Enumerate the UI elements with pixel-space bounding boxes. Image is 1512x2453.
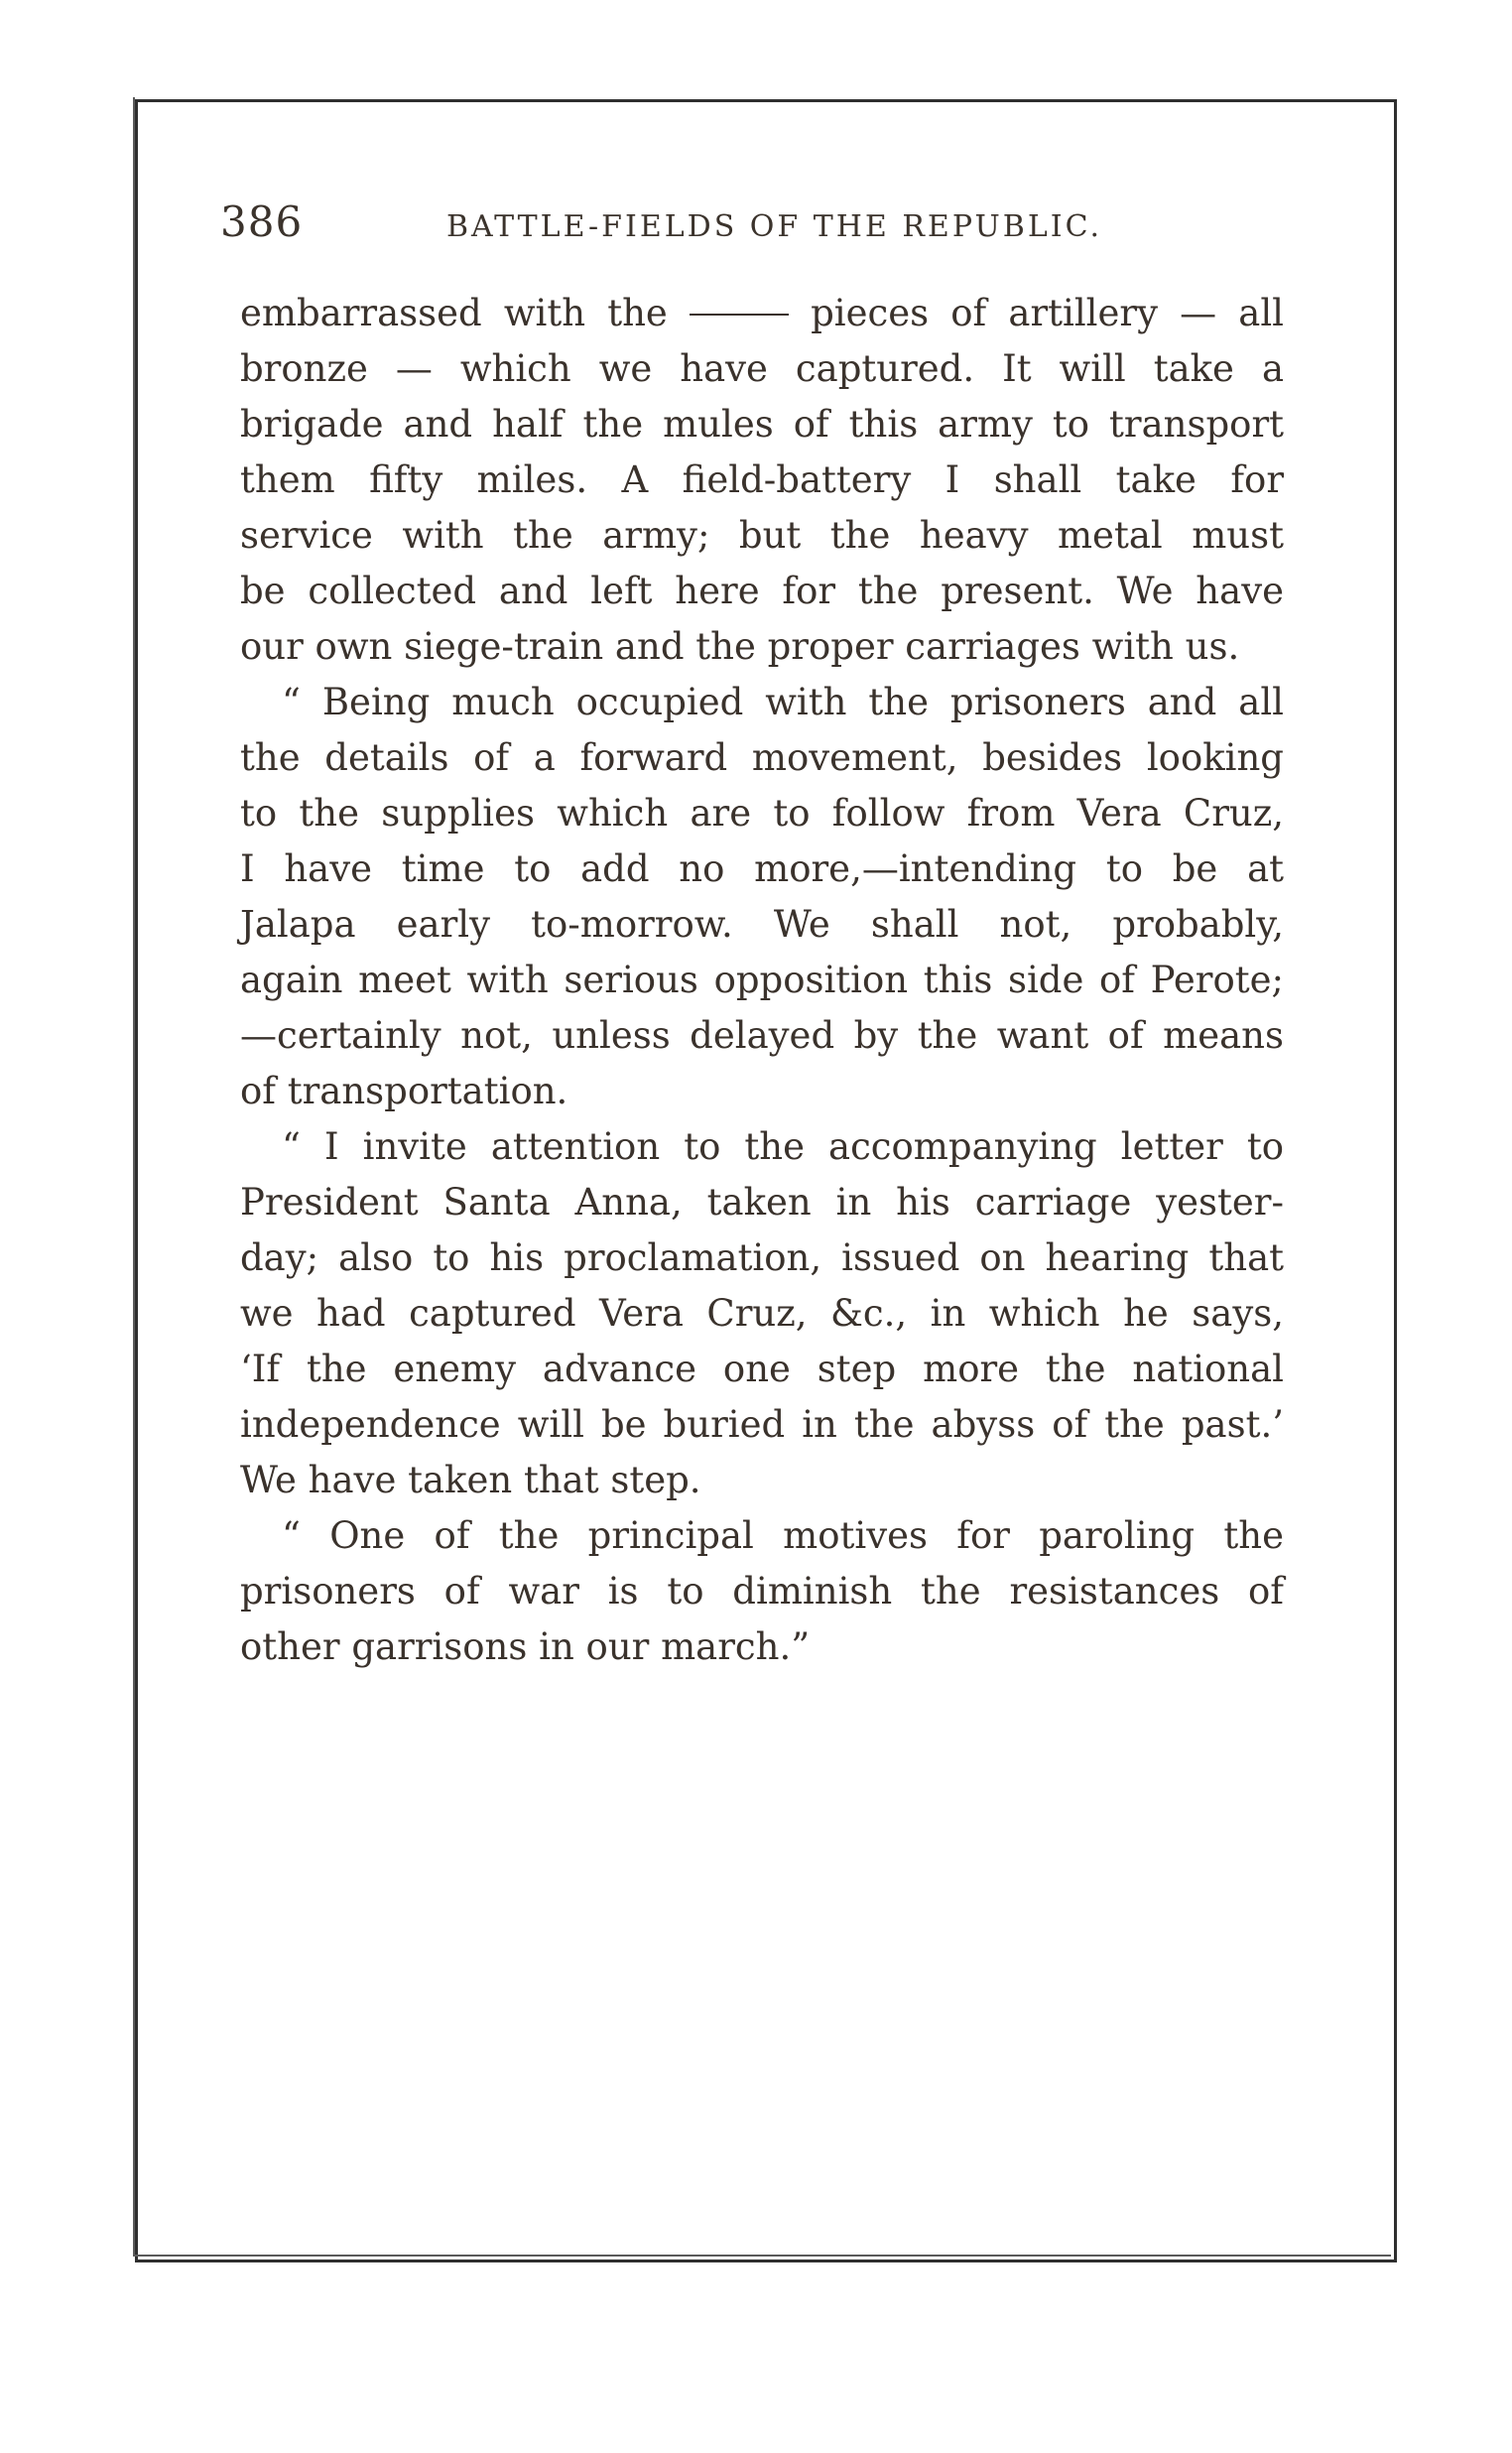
page-header (220, 196, 1302, 256)
text-line (240, 286, 1284, 341)
text-line: prisoners of war is to diminish the resistances of (240, 1570, 1284, 1613)
text-line: be collected and left here for the present. We have (240, 570, 1284, 612)
text-fragment: embarrassed with the (240, 292, 668, 334)
text-line: We have taken that step. (240, 1459, 701, 1501)
text-line: ‘If the enemy advance one step more the national (240, 1348, 1284, 1390)
text-line: service with the army; but the heavy metal must (240, 514, 1284, 557)
text-line: President Santa Anna, taken in his carriage yester- (240, 1181, 1284, 1224)
text-line: independence will be buried in the abyss of the past.’ (240, 1403, 1284, 1446)
text-line: we had captured Vera Cruz, &c., in which he says, (240, 1292, 1284, 1335)
text-line: —certainly not, unless delayed by the want of means (240, 1014, 1284, 1057)
text-line: “ Being much occupied with the prisoners and all (282, 681, 1284, 723)
text-line: other garrisons in our march.” (240, 1625, 811, 1668)
text-line: bronze — which we have captured. It will take a (240, 347, 1284, 390)
page-number: 386 (220, 197, 304, 246)
text-line: them fifty miles. A field-battery I shall take for (240, 458, 1284, 501)
text-line: “ One of the principal motives for paroling the (282, 1514, 1284, 1557)
blank-dash (690, 314, 789, 316)
text-line: I have time to add no more,—intending to be at (240, 847, 1284, 890)
text-line: to the supplies which are to follow from Vera Cruz, (240, 792, 1284, 835)
text-line: “ I invite attention to the accompanying letter to (282, 1125, 1284, 1168)
text-line: again meet with serious opposition this side of Perote; (240, 959, 1284, 1001)
page-body (240, 286, 1284, 1675)
text-line: Jalapa early to-morrow. We shall not, probably, (240, 903, 1284, 946)
running-head: BATTLE-FIELDS OF THE REPUBLIC. (446, 209, 1103, 244)
text-line: brigade and half the mules of this army to transport (240, 403, 1284, 446)
text-line: the details of a forward movement, besides looking (240, 736, 1284, 779)
text-line: our own siege-train and the proper carriages with us. (240, 625, 1240, 668)
text-line: of transportation. (240, 1070, 568, 1112)
text-fragment: pieces of artillery — all (811, 292, 1284, 334)
text-line: day; also to his proclamation, issued on hearing that (240, 1236, 1284, 1279)
